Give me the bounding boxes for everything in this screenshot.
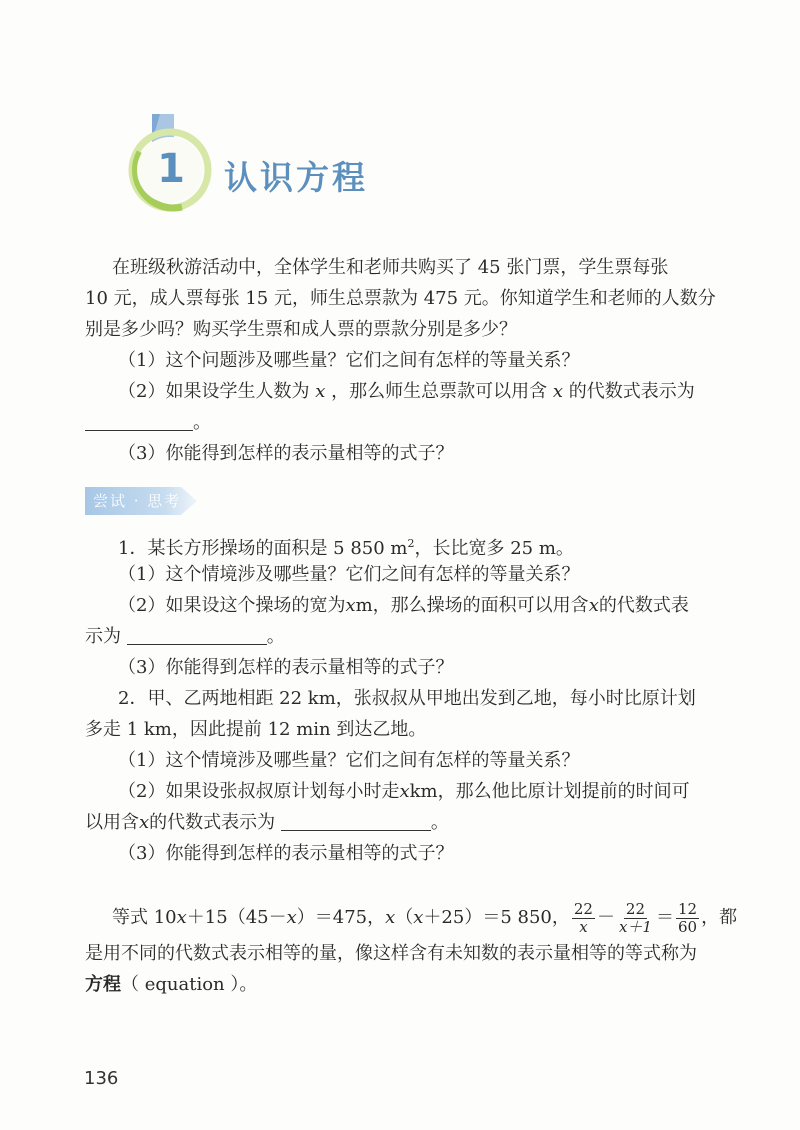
problem-1-question-1: （1）这个情境涉及哪些量？它们之间有怎样的等量关系？: [118, 564, 580, 585]
summary-equations-line: 等式 10 x ＋15（45－ x ）＝475， x （ x ＋25）＝5 850， $\frac{22}{x}$ － $\frac{22}{x+1}$ ＝ $\frac{12}{60}$ ，都: [112, 899, 738, 936]
fraction-22-over-x: $\frac{22}{x}$: [573, 899, 593, 936]
problem-1-question-2: （2）如果设这个操场的宽为xm，那么操场的面积可以用含x的代数式表: [118, 595, 689, 616]
answer-blank[interactable]: [281, 812, 431, 831]
problem-2-question-2: （2）如果设张叔叔原计划每小时走xkm，那么他比原计划提前的时间可: [118, 781, 690, 802]
fraction-22-over-x-plus-1: $\frac{22}{x+1}$: [618, 899, 652, 936]
tag-label: 尝试 · 思考: [93, 492, 182, 510]
problem-1-question-2-cont: 示为 。: [85, 626, 285, 647]
summary-line-2: 是用不同的代数式表示相等的量，像这样含有未知数的表示量相等的等式称为: [85, 943, 697, 964]
fraction-12-over-60: $\frac{12}{60}$: [677, 899, 698, 936]
intro-line-3: 别是多少吗？购买学生票和成人票的票款分别是多少？: [85, 319, 517, 340]
intro-question-1: （1）这个问题涉及哪些量？它们之间有怎样的等量关系？: [118, 350, 580, 371]
problem-1-question-3: （3）你能得到怎样的表示量相等的式子？: [118, 657, 454, 678]
problem-2-line-1: 2．甲、乙两地相距 22 km，张叔叔从甲地出发到乙地，每小时比原计划: [118, 688, 696, 709]
key-term-equation: 方程: [85, 974, 121, 995]
problem-2-question-1: （1）这个情境涉及哪些量？它们之间有怎样的等量关系？: [118, 750, 580, 771]
answer-blank[interactable]: [127, 626, 267, 645]
intro-question-2: （2）如果设学生人数为 x ，那么师生总票款可以用含 x 的代数式表示为: [118, 381, 695, 402]
page-number: 136: [84, 1068, 119, 1089]
problem-2-line-2: 多走 1 km，因此提前 12 min 到达乙地。: [85, 719, 427, 740]
problem-1-line-1: 1．某长方形操场的面积是 5 850 $m^2$，长比宽多 25 m。: [118, 537, 574, 559]
summary-line-3: 方程（ equation ）。: [85, 974, 258, 995]
intro-line-1: 在班级秋游活动中，全体学生和老师共购买了 45 张门票，学生票每张: [112, 257, 669, 278]
problem-2-question-3: （3）你能得到怎样的表示量相等的式子？: [118, 843, 454, 864]
try-think-tag: [85, 487, 197, 515]
section-title: 认识方程: [224, 158, 368, 197]
answer-blank[interactable]: [85, 412, 193, 431]
problem-2-question-2-cont: 以用含x的代数式表示为 。: [85, 812, 449, 833]
intro-question-2-blank-line: 。: [85, 410, 725, 436]
intro-line-2: 10 元，成人票每张 15 元，师生总票款为 475 元。你知道学生和老师的人数分: [85, 288, 716, 309]
section-header: [122, 112, 522, 222]
intro-question-3: （3）你能得到怎样的表示量相等的式子？: [118, 443, 454, 464]
section-number: 1: [157, 146, 185, 192]
